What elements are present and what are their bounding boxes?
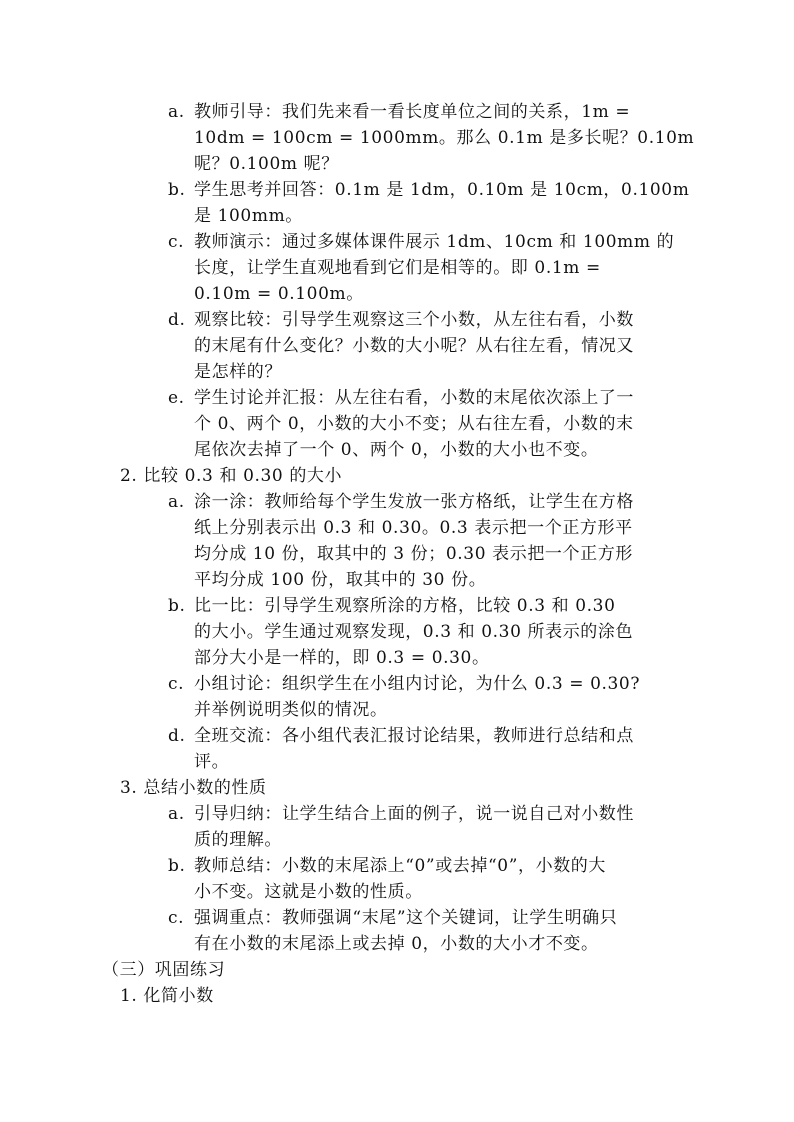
item-line: 涂一涂：教师给每个学生发放一张方格纸，让学生在方格 (194, 492, 634, 512)
item-line: 0.10m = 0.100m。 (194, 284, 364, 304)
item-line: 学生讨论并汇报：从左往右看，小数的末尾依次添上了一 (194, 388, 634, 408)
item-line: 是 100mm。 (194, 206, 303, 226)
item-line: 是怎样的？ (194, 362, 282, 382)
item-line: 平均分成 100 份，取其中的 30 份。 (194, 570, 487, 590)
item-line: 均分成 10 份，取其中的 3 份；0.30 表示把一个正方形 (194, 544, 633, 564)
item-line: 学生思考并回答：0.1m 是 1dm，0.10m 是 10cm，0.100m (194, 180, 690, 200)
item-line: 的大小。学生通过观察发现，0.3 和 0.30 所表示的涂色 (194, 622, 634, 642)
item-line: 并举例说明类似的情况。 (194, 700, 388, 720)
item-line: 个 0、两个 0，小数的大小不变；从右往左看，小数的末 (194, 414, 634, 434)
item-line: 强调重点：教师强调“末尾”这个关键词，让学生明确只 (194, 908, 618, 928)
item-line: 引导归纳：让学生结合上面的例子，说一说自己对小数性 (194, 804, 634, 824)
item-line: 小组讨论：组织学生在小组内讨论，为什么 0.3 = 0.30? (194, 674, 641, 694)
subsection-heading: 3. 总结小数的性质 (120, 778, 267, 798)
item-line: 呢？0.100m 呢？ (194, 154, 339, 174)
item-line: 10dm = 100cm = 1000mm。那么 0.1m 是多长呢？0.10m (194, 128, 695, 148)
item-marker: a. (168, 804, 185, 824)
item-marker: d. (168, 726, 186, 746)
item-marker: c. (168, 232, 185, 252)
item-line: 教师引导：我们先来看一看长度单位之间的关系，1m = (194, 102, 631, 122)
item-line: 比一比：引导学生观察所涂的方格，比较 0.3 和 0.30 (194, 596, 616, 616)
item-line: 小不变。这就是小数的性质。 (194, 882, 423, 902)
item-marker: c. (168, 674, 185, 694)
item-line: 部分大小是一样的，即 0.3 = 0.30。 (194, 648, 490, 668)
item-marker: b. (168, 856, 186, 876)
item-marker: c. (168, 908, 185, 928)
item-line: 纸上分别表示出 0.3 和 0.30。0.3 表示把一个正方形平 (194, 518, 633, 538)
item-line: 全班交流：各小组代表汇报讨论结果，教师进行总结和点 (194, 726, 634, 746)
item-marker: d. (168, 310, 186, 330)
item-line: 质的理解。 (194, 830, 282, 850)
item-line: 教师总结：小数的末尾添上“0”或去掉“0”，小数的大 (194, 856, 606, 876)
item-line: 教师演示：通过多媒体课件展示 1dm、10cm 和 100mm 的 (194, 232, 675, 252)
item-marker: b. (168, 596, 186, 616)
item-line: 尾依次去掉了一个 0、两个 0，小数的大小也不变。 (194, 440, 599, 460)
item-line: 观察比较：引导学生观察这三个小数，从左往右看，小数 (194, 310, 634, 330)
item-line: 评。 (194, 752, 230, 772)
item-marker: e. (168, 388, 185, 408)
section-heading: （三）巩固练习 (102, 960, 226, 980)
item-marker: a. (168, 102, 185, 122)
item-marker: a. (168, 492, 185, 512)
subsection-heading: 1. 化简小数 (120, 986, 214, 1006)
item-line: 的末尾有什么变化？小数的大小呢？从右往左看，情况又 (194, 336, 634, 356)
item-marker: b. (168, 180, 186, 200)
item-line: 长度，让学生直观地看到它们是相等的。即 0.1m = (194, 258, 601, 278)
subsection-heading: 2. 比较 0.3 和 0.30 的大小 (120, 466, 343, 486)
item-line: 有在小数的末尾添上或去掉 0，小数的大小才不变。 (194, 934, 599, 954)
